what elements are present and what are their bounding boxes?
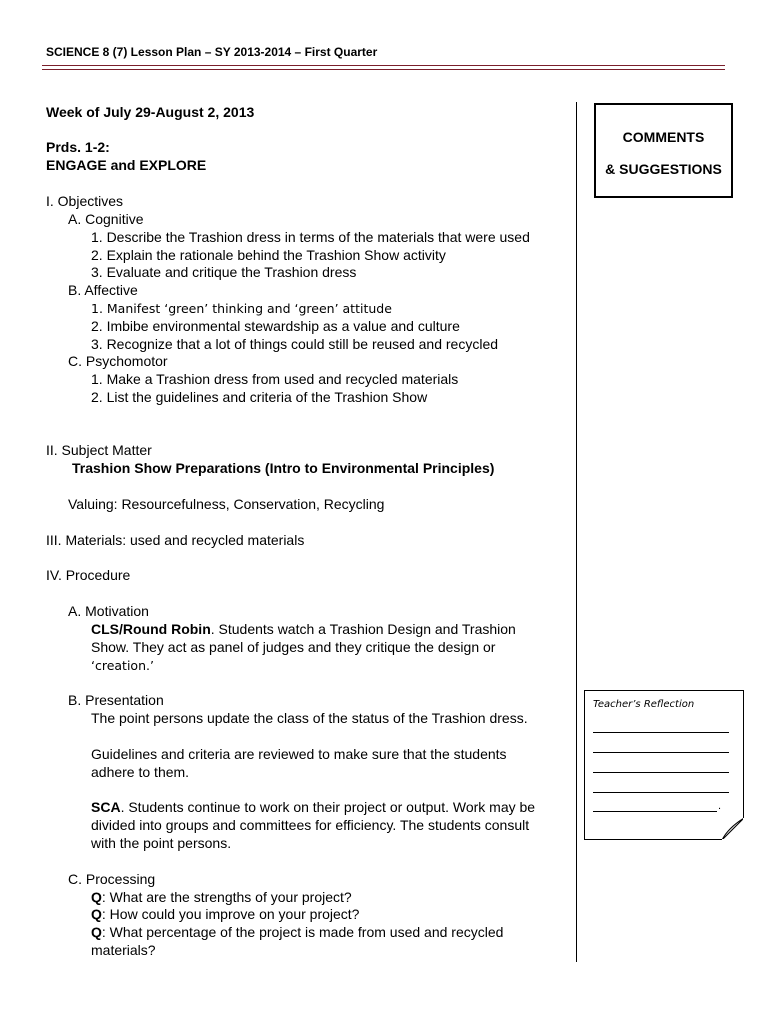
motivation-text: Show. They act as panel of judges and they critique the design or [91,639,496,655]
sca-text: with the point persons. [91,835,232,851]
psychomotor-label: C. Psychomotor [68,353,168,369]
question-line [91,924,503,941]
header-rule-thin [42,69,725,70]
affective-item: 1. Manifest ‘green’ thinking and ‘green’ attitude [91,301,392,316]
subject-matter-title: Trashion Show Preparations (Intro to Environmental Principles) [72,460,495,476]
processing-label: C. Processing [68,871,156,887]
teachers-reflection-note [584,690,744,840]
periods-heading: Prds. 1-2: [46,139,110,155]
sca-line [91,799,535,816]
presentation-label: B. Presentation [68,692,164,708]
phase-heading: ENGAGE and EXPLORE [46,157,207,173]
cognitive-item: 3. Evaluate and critique the Trashion dress [91,264,357,280]
header-rule-thick [42,65,725,66]
reflection-line [593,792,729,793]
q-label: Q [91,924,102,940]
objectives-heading: I. Objectives [46,193,124,209]
procedure-heading: IV. Procedure [46,567,131,583]
question-text: : How could you improve on your project? [101,906,360,922]
question-text: materials? [91,942,156,958]
motivation-text: ‘creation.’ [91,658,154,673]
presentation-text: Guidelines and criteria are reviewed to make sure that the students [91,746,507,762]
q-label: Q [91,889,102,905]
psychomotor-item: 2. List the guidelines and criteria of the Trashion Show [91,389,428,405]
reflection-line [593,772,729,773]
motivation-label: A. Motivation [68,603,149,619]
question-text: : What percentage of the project is made from used and recycled [101,924,504,940]
column-divider [576,102,577,962]
comments-label: COMMENTS [622,129,705,145]
sca-text: . Students continue to work on their project or output. Work may be [120,799,536,815]
cognitive-item: 2. Explain the rationale behind the Trashion Show activity [91,247,446,263]
page-curl-icon [722,818,744,840]
cognitive-label: A. Cognitive [68,211,144,227]
presentation-text: adhere to them. [91,764,190,780]
suggestions-label: & SUGGESTIONS [605,161,722,177]
materials-heading: III. Materials: used and recycled materials [46,532,305,548]
comments-box [594,103,733,198]
affective-item: 2. Imbibe environmental stewardship as a value and culture [91,318,460,334]
cls-round-robin-label: CLS/Round Robin [91,621,211,637]
week-heading: Week of July 29-August 2, 2013 [46,104,255,120]
valuing-text: Valuing: Resourcefulness, Conservation, Recycling [68,496,385,512]
affective-item: 3. Recognize that a lot of things could still be reused and recycled [91,336,499,352]
presentation-text: The point persons update the class of the status of the Trashion dress. [91,710,528,726]
reflection-line [593,752,729,753]
question-line [91,906,359,923]
question-line [91,889,352,906]
motivation-line [91,621,516,638]
q-label: Q [91,906,102,922]
psychomotor-item: 1. Make a Trashion dress from used and recycled materials [91,371,459,387]
reflection-period: . [718,800,722,812]
subject-matter-heading: II. Subject Matter [46,442,152,458]
reflection-title: Teacher’s Reflection [593,699,695,710]
reflection-line [593,732,729,733]
motivation-text: . Students watch a Trashion Design and Trashion [210,621,516,637]
page-header: SCIENCE 8 (7) Lesson Plan – SY 2013-2014 – First Quarter [46,45,378,59]
sca-label: SCA [91,799,121,815]
question-text: : What are the strengths of your project? [101,889,352,905]
affective-label: B. Affective [68,282,138,298]
sca-text: divided into groups and committees for efficiency. The students consult [91,817,530,833]
reflection-line [593,811,717,812]
cognitive-item: 1. Describe the Trashion dress in terms of the materials that were used [91,229,530,245]
